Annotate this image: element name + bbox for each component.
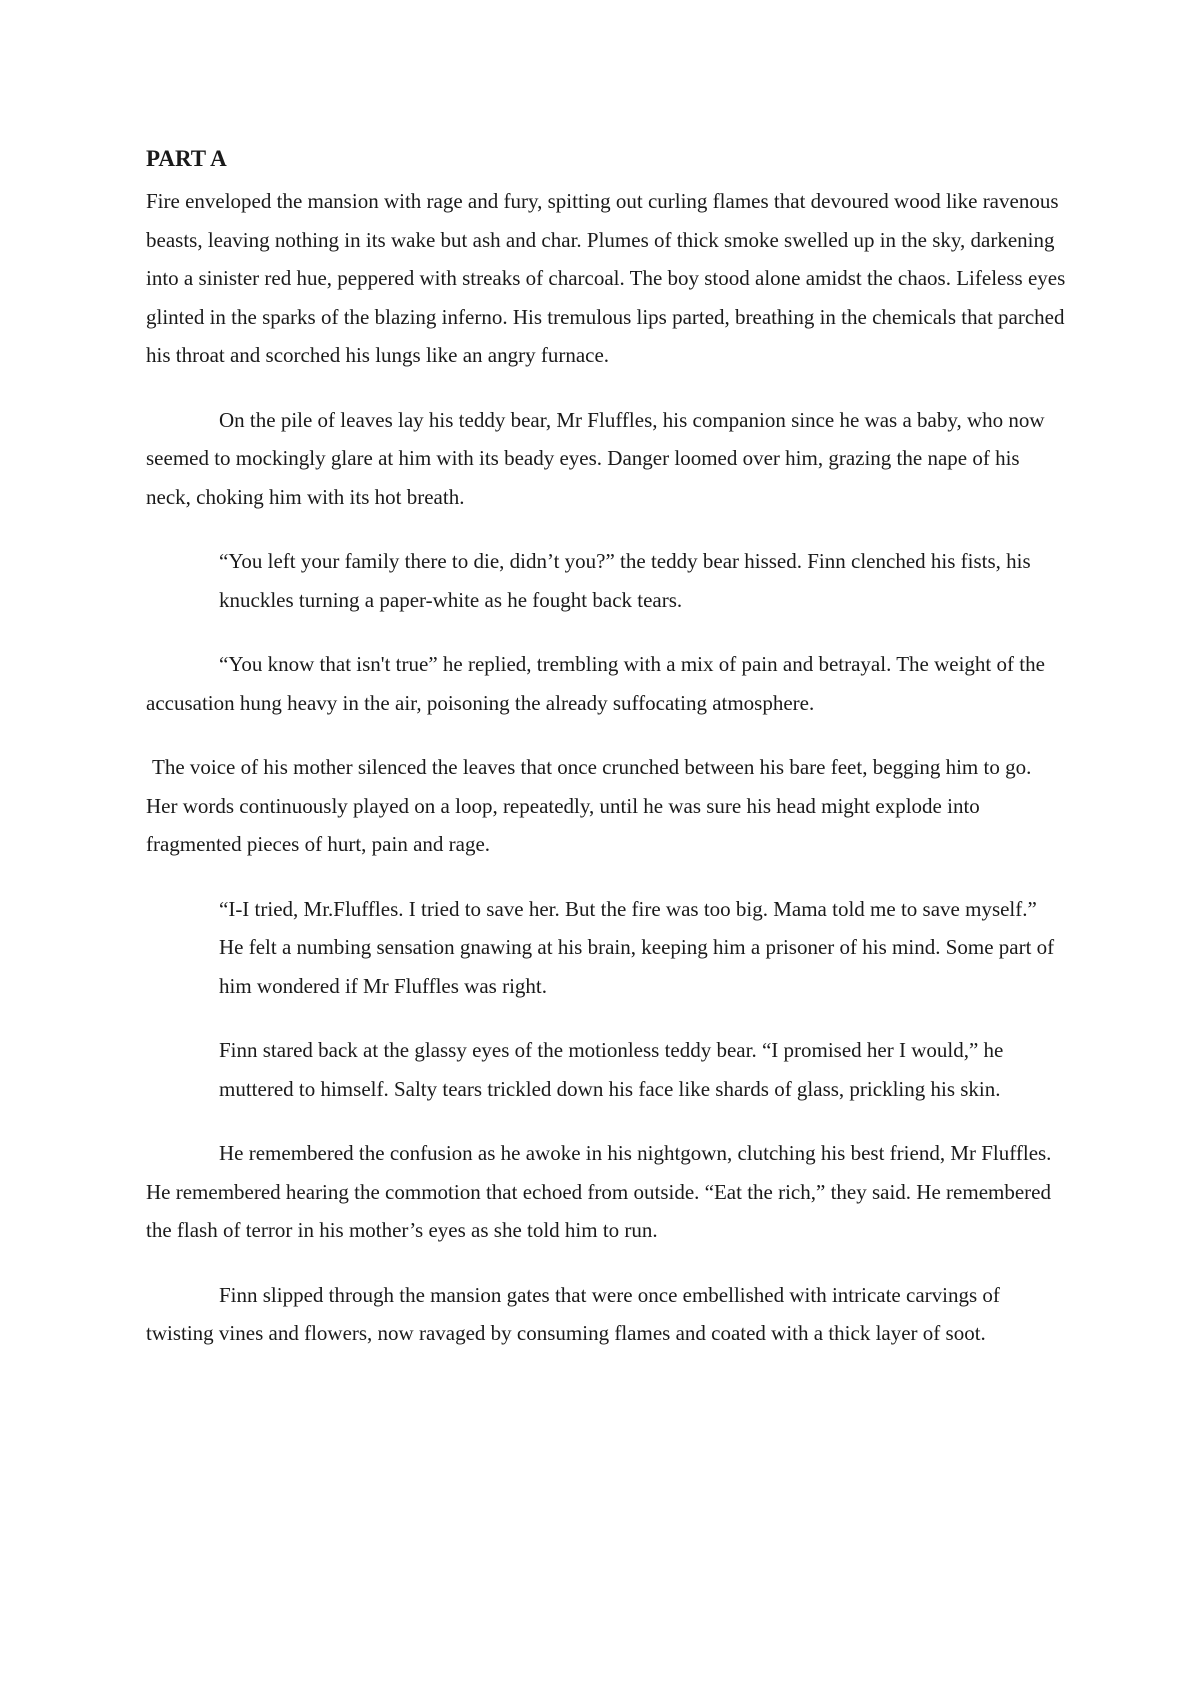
paragraph-5: The voice of his mother silenced the leaves that once crunched between his bare feet, begging him to go. Her words continuously played on a loop, repeatedly, until he was sure his head might explode into fragmented pieces of hurt, pain and rage. — [146, 755, 1032, 856]
paragraph-4: “You know that isn't true” he replied, trembling with a mix of pain and betrayal. The weight of the accusation hung heavy in the air, poisoning the already suffocating atmosphere. — [146, 652, 1045, 715]
paragraph-3: “You left your family there to die, didn’t you?” the teddy bear hissed. Finn clenched his fists, his knuckles turning a paper-white as he fought back tears. — [219, 549, 1031, 612]
paragraph-2: On the pile of leaves lay his teddy bear, Mr Fluffles, his companion since he was a baby, who now seemed to mockingly glare at him with its beady eyes. Danger loomed over him, grazing the nape of his neck, choking him with its hot breath. — [146, 407, 1045, 509]
section-heading: PART A — [146, 146, 227, 171]
document-page — [146, 140, 1066, 1353]
paragraph-8: He remembered the confusion as he awoke in his nightgown, clutching his best friend, Mr Fluffles. He remembered hearing the commotion that echoed from outside. “Eat the rich,” they said. He remembered the flash of terror in his mother’s eyes as she told him to run. — [146, 1141, 1052, 1242]
paragraph-7: Finn stared back at the glassy eyes of the motionless teddy bear. “I promised her I would,” he muttered to himself. Salty tears trickled down his face like shards of glass, prickling his skin. — [219, 1038, 1004, 1101]
paragraph-9: Finn slipped through the mansion gates that were once embellished with intricate carvings of twisting vines and flowers, now ravaged by consuming flames and coated with a thick layer of soot. — [146, 1282, 1000, 1345]
paragraph-1: Fire enveloped the mansion with rage and fury, spitting out curling flames that devoured wood like ravenous beasts, leaving nothing in its wake but ash and char. Plumes of thick smoke swelled up in the sky, darkening into a sinister red hue, peppered with streaks of charcoal. The boy stood alone amidst the chaos. Lifeless eyes glinted in the sparks of the blazing inferno. His tremulous lips parted, breathing in the chemicals that parched his throat and scorched his lungs like an angry furnace. — [146, 189, 1066, 367]
paragraph-6: “I-I tried, Mr.Fluffles. I tried to save her. But the fire was too big. Mama told me to save myself.” He felt a numbing sensation gnawing at his brain, keeping him a prisoner of his mind. Some part of him wondered if Mr Fluffles was right. — [219, 896, 1055, 998]
